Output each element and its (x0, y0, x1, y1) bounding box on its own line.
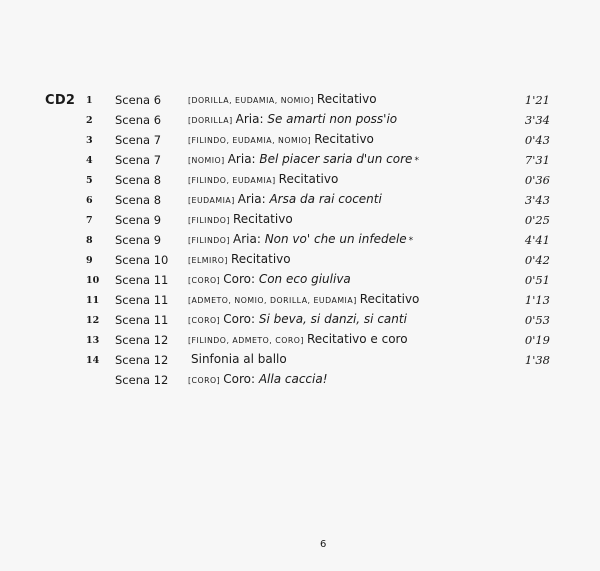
track-roles: [ADMETO, NOMIO, DORILLA, EUDAMIA] (188, 296, 357, 305)
track-number: 12 (86, 315, 100, 326)
track-roles: [NOMIO] (188, 156, 225, 165)
track-scene: Scena 11 (115, 313, 169, 327)
track-kind: Recitativo (233, 212, 293, 226)
track-kind: Recitativo (314, 132, 374, 146)
track-number: 8 (86, 235, 93, 246)
track-description (188, 272, 353, 286)
track-number: 6 (86, 195, 93, 206)
track-description (188, 352, 289, 366)
track-roles: [FILINDO, EUDAMIA, NOMIO] (188, 136, 312, 145)
track-kind: Recitativo (359, 292, 420, 306)
track-description (188, 332, 410, 346)
track-title: Con eco giuliva (258, 272, 351, 286)
track-scene: Scena 12 (115, 333, 169, 347)
track-roles: [CORO] (188, 276, 221, 285)
track-kind: Coro: (223, 272, 259, 286)
track-kind: Recitativo e coro (306, 332, 408, 346)
track-number: 7 (86, 215, 93, 226)
track-duration: 4'41 (524, 233, 550, 247)
track-number: 1 (86, 95, 93, 106)
track-roles: [FILINDO] (188, 236, 230, 245)
track-duration: 0'43 (524, 133, 550, 147)
cd-label: CD2 (45, 93, 76, 108)
track-duration: 0'36 (524, 173, 550, 187)
track-scene: Scena 12 (115, 353, 169, 367)
track-roles: [DORILLA] (188, 116, 233, 125)
track-scene: Scena 9 (115, 213, 162, 227)
track-scene: Scena 10 (115, 253, 169, 267)
track-description (188, 292, 421, 306)
track-kind: Recitativo (316, 92, 377, 106)
track-row (0, 312, 600, 332)
track-number: 5 (86, 175, 93, 186)
track-scene: Scena 11 (115, 293, 169, 307)
track-roles: [FILINDO, EUDAMIA] (188, 176, 276, 185)
track-row (0, 232, 600, 252)
track-description (188, 252, 293, 266)
track-scene: Scena 9 (115, 233, 162, 247)
track-row (0, 212, 600, 232)
track-roles: [FILINDO] (188, 216, 230, 225)
track-duration: 1'13 (524, 293, 550, 307)
track-roles: [ELMIRO] (188, 256, 228, 265)
track-scene: Scena 7 (115, 133, 162, 147)
track-row (0, 152, 600, 172)
track-duration: 0'25 (524, 213, 550, 227)
track-number: 14 (86, 355, 100, 366)
track-scene: Scena 7 (115, 153, 162, 167)
track-description (188, 372, 330, 386)
track-scene: Scena 11 (115, 273, 169, 287)
track-number: 4 (86, 155, 93, 166)
track-title: Se amarti non poss'io (267, 112, 398, 126)
track-number: 3 (86, 135, 93, 146)
track-description (188, 212, 295, 226)
track-duration: 3'43 (524, 193, 550, 207)
track-description (188, 152, 419, 166)
track-number: 11 (86, 295, 100, 306)
track-title: Non vo' che un infedele (264, 232, 407, 246)
track-roles: [CORO] (188, 376, 221, 385)
track-description (188, 232, 413, 246)
track-row (0, 172, 600, 192)
track-title: Bel piacer saria d'un core (259, 152, 413, 166)
track-kind: Coro: (223, 372, 259, 386)
track-duration: 3'34 (524, 113, 550, 127)
track-title: Arsa da rai cocenti (269, 192, 382, 206)
track-description (188, 92, 379, 106)
track-asterisk: * (414, 156, 419, 166)
track-roles: [FILINDO, ADMETO, CORO] (188, 336, 304, 345)
track-title: Si beva, si danzi, si canti (258, 312, 407, 326)
track-row (0, 132, 600, 152)
track-kind: Aria: (227, 152, 260, 166)
track-row (0, 292, 600, 312)
track-description (188, 132, 376, 146)
page-number: 6 (320, 539, 327, 550)
track-number: 2 (86, 115, 93, 126)
tracklist (0, 92, 600, 392)
track-kind: Recitativo (278, 172, 339, 186)
track-row (0, 272, 600, 292)
track-asterisk: * (408, 236, 414, 246)
track-duration: 0'19 (524, 333, 550, 347)
track-kind: Recitativo (230, 252, 291, 266)
track-roles: [DORILLA, EUDAMIA, NOMIO] (188, 96, 314, 105)
track-scene: Scena 8 (115, 193, 162, 207)
track-scene: Scena 6 (115, 113, 162, 127)
track-duration: 1'38 (524, 353, 550, 367)
track-row (0, 352, 600, 372)
track-duration: 0'42 (524, 253, 550, 267)
track-kind: Sinfonia al ballo (191, 352, 287, 366)
track-kind: Aria: (235, 112, 268, 126)
track-row (0, 252, 600, 272)
track-number: 9 (86, 255, 93, 266)
track-description (188, 172, 340, 186)
track-duration: 0'51 (524, 273, 550, 287)
track-roles: [EUDAMIA] (188, 196, 235, 205)
track-row (0, 192, 600, 212)
track-kind: Aria: (237, 192, 270, 206)
track-kind: Aria: (233, 232, 265, 246)
track-row (0, 372, 600, 392)
track-description (188, 112, 399, 126)
track-scene: Scena 6 (115, 93, 162, 107)
track-description (188, 192, 384, 206)
track-duration: 7'31 (524, 153, 550, 167)
track-row (0, 332, 600, 352)
track-number: 13 (86, 335, 100, 346)
track-kind: Coro: (223, 312, 259, 326)
track-row (0, 92, 600, 112)
track-scene: Scena 8 (115, 173, 162, 187)
track-row (0, 112, 600, 132)
track-title: Alla caccia! (258, 372, 328, 386)
track-duration: 1'21 (524, 93, 550, 107)
track-number: 10 (86, 275, 100, 286)
track-scene: Scena 12 (115, 373, 169, 387)
track-description (188, 312, 409, 326)
track-roles: [CORO] (188, 316, 221, 325)
track-duration: 0'53 (524, 313, 550, 327)
